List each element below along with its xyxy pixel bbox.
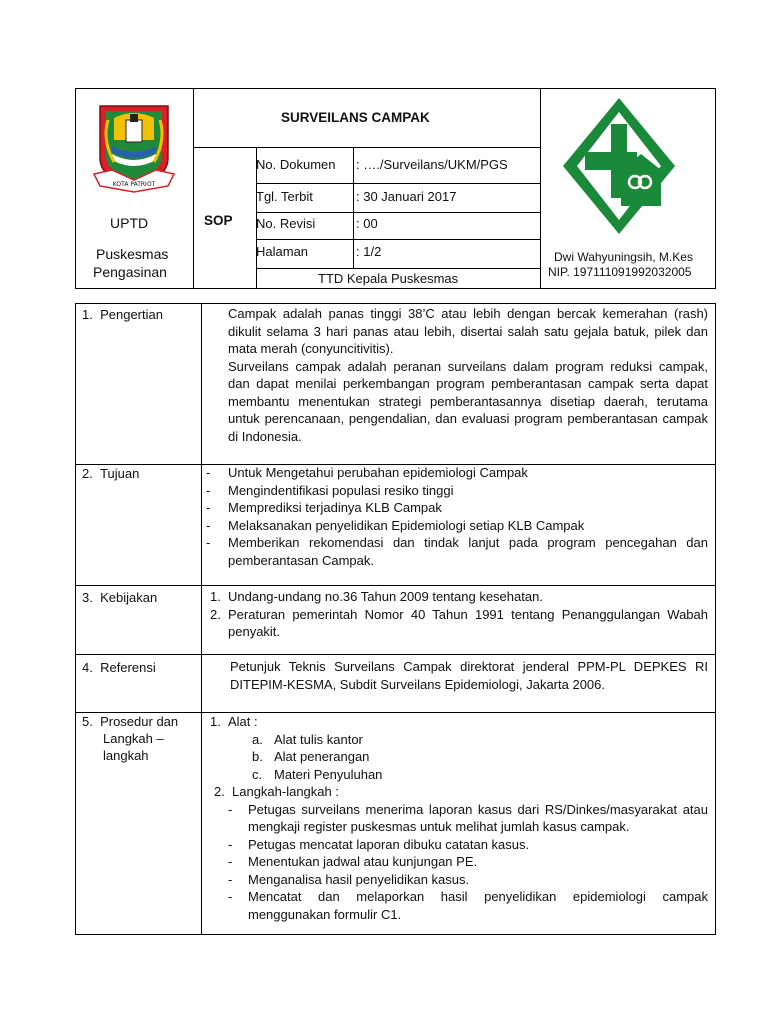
sop-label: SOP	[204, 213, 233, 228]
meta-value-no-revisi: : 00	[356, 216, 378, 231]
list-item: a. Alat tulis kantor	[252, 731, 363, 747]
official-nip: NIP. 197111091992032005	[548, 265, 692, 279]
page-title: SURVEILANS CAMPAK	[281, 110, 430, 125]
list-item: - Menentukan jadwal atau kunjungan PE.	[228, 854, 478, 869]
section-label-tujuan: 2. Tujuan	[82, 466, 140, 481]
meta-label-no-revisi: No. Revisi	[256, 216, 316, 231]
list-item: - Melaksanakan penyelidikan Epidemiologi setiap KLB Campak	[206, 517, 585, 533]
official-name: Dwi Wahyuningsih, M.Kes	[554, 250, 693, 264]
list-item: c. Materi Penyuluhan	[252, 766, 383, 782]
puskesmas-logo	[561, 96, 677, 236]
list-item: - Memberikan rekomendasi dan tindak lanjut pada program pencegahan dan pemberantasan Campak.	[206, 535, 708, 568]
section-label-kebijakan: 3. Kebijakan	[82, 590, 158, 605]
section-label-referensi: 4. Referensi	[82, 660, 156, 675]
pengertian-paragraph: Surveilans campak adalah peranan surveilans dalam program reduksi campak, dan dapat menilai perkembangan program pemberantasan campak serta dapat membantu menentukan strategi pemberantasannya disetiap daerah, terutama untuk perencanaan, pengendalian, dan evaluasi program pemberantasan campak di Indonesia.	[228, 358, 708, 444]
list-item: - Memprediksi terjadinya KLB Campak	[206, 500, 442, 515]
referensi-paragraph: Petunjuk Teknis Surveilans Campak direktorat jenderal PPM-PL DEPKES RI DITEPIM-KESMA, Subdit Surveilans Epidemiologi, Jakarta 2006.	[230, 659, 708, 692]
alat-heading: 1. Alat :	[210, 714, 258, 729]
meta-label-halaman: Halaman	[256, 244, 309, 259]
list-item: - Petugas mencatat laporan dibuku catatan kasus.	[228, 836, 530, 852]
list-item: - Menganalisa hasil penyelidikan kasus.	[228, 871, 470, 887]
city-emblem-logo	[88, 100, 180, 198]
org-name-line2: Pengasinan	[93, 264, 167, 280]
emblem-ribbon-text: KOTA PATRIOT	[112, 181, 156, 188]
section-label-pengertian: 1. Pengertian	[82, 307, 163, 322]
section-label-prosedur: 5. Prosedur dan Langkah – langkah	[82, 714, 179, 763]
list-item: b. Alat penerangan	[252, 749, 370, 764]
list-item: 2. Peraturan pemerintah Nomor 40 Tahun 1991 tentang Penanggulangan Wabah penyakit.	[210, 606, 708, 639]
meta-value-halaman: : 1/2	[356, 244, 382, 259]
signature-label: TTD Kepala Puskesmas	[318, 271, 459, 286]
langkah-heading: 2. Langkah-langkah :	[214, 784, 339, 799]
meta-label-tgl-terbit: Tgl. Terbit	[256, 189, 313, 204]
section-content-prosedur	[210, 713, 708, 923]
org-name-line1: Puskesmas	[96, 246, 169, 262]
list-item: - Mencatat dan melaporkan hasil penyelidikan epidemiologi campak menggunakan formulir C1.	[228, 889, 708, 922]
section-list-kebijakan	[210, 588, 708, 641]
meta-value-tgl-terbit: : 30 Januari 2017	[356, 189, 457, 204]
section-list-tujuan	[206, 464, 708, 569]
pengertian-paragraph: Campak adalah panas tinggi 38’C atau lebih dengan bercak kemerahan (rash) dikulit selama 3 hari panas atau lebih, disertai salah satu gejala batuk, pilek dan mata merah (conyuncitivitis).	[228, 306, 708, 356]
list-item: - Untuk Mengetahui perubahan epidemiologi Campak	[206, 465, 528, 480]
meta-label-no-dokumen: No. Dokumen	[256, 157, 336, 172]
list-item: - Petugas surveilans menerima laporan kasus dari RS/Dinkes/masyarakat atau mengkaji register puskesmas untuk melihat jumlah kasus campak.	[228, 801, 708, 834]
section-text-pengertian	[228, 305, 708, 445]
list-item: - Mengindentifikasi populasi resiko tinggi	[206, 482, 454, 498]
meta-value-no-dokumen: : …./Surveilans/UKM/PGS	[356, 157, 508, 172]
list-item: 1. Undang-undang no.36 Tahun 2009 tentang kesehatan.	[210, 589, 543, 604]
org-unit: UPTD	[110, 215, 149, 231]
section-text-referensi	[230, 658, 708, 693]
